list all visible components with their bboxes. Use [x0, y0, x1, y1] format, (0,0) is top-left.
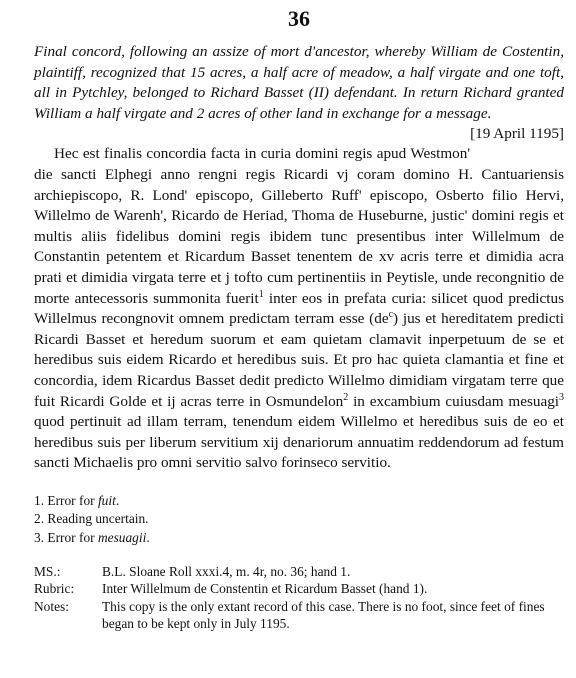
footnote-item — [34, 510, 564, 528]
document-page — [34, 6, 564, 632]
footnote-italic: fuit — [97, 492, 116, 508]
footnote-suffix: . — [115, 492, 120, 508]
latin-text-part-3: ) jus et hereditatem predicti Ricardi Basset et heredum suorum et eam quietam clamavit inperpetuum de se et heredibus suis eidem Ricardo et heredibus suis. Et pro hac quieta clamantia et fine et concordia, idem Ricardus Basset dedit predicto Willelmo dimidiam virgatam terre que fuit Ricardi Golde et ij acras terre in Osmundelon — [34, 310, 564, 410]
meta-label: MS.: — [34, 564, 61, 580]
summary-text: Final concord, following an assize of mort d'ancestor, whereby William de Costentin, plaintiff, recognized that 15 acres, a half acre of meadow, a half virgate and one toft, all in Pytchley, belonged to Richard Basset (II) defendant. In return Richard granted William a half virgate and 2 acres of other land in exchange for a message. — [34, 43, 564, 122]
footnote-suffix: . — [146, 529, 150, 545]
footnote-ref-1: 1 — [258, 288, 264, 300]
latin-text-paragraph — [34, 144, 564, 474]
editorial-sup-c: c — [388, 309, 394, 321]
document-number: 36 — [288, 6, 310, 31]
latin-text-part-2: inter eos in prefata curia: silicet quod predictus Willelmus recongnovit omnem predictam terram esse (de — [34, 289, 564, 328]
meta-label: Rubric: — [34, 581, 75, 597]
footnote-text: 3. Error for — [34, 529, 98, 545]
meta-row-notes — [34, 598, 564, 632]
footnote-item — [34, 529, 564, 547]
meta-row-ms — [34, 563, 564, 580]
footnote-item — [34, 492, 564, 510]
footnote-ref-3: 3 — [559, 391, 565, 403]
meta-label: Notes: — [34, 598, 69, 614]
footnote-text: 1. Error for — [34, 492, 98, 508]
footnotes-list — [34, 492, 564, 547]
latin-text-part-4: in excambium cuiusdam mesuagi — [348, 392, 560, 410]
meta-value: This copy is the only extant record of this case. There is no foot, since feet of fines began to be kept only in July 1195. — [102, 598, 545, 631]
meta-value: Inter Willelmum de Constentin et Ricardum Basset (hand 1). — [102, 581, 428, 597]
footnote-italic: mesuagii — [97, 529, 147, 545]
footnote-ref-2: 2 — [343, 391, 349, 403]
manuscript-metadata — [34, 563, 564, 632]
latin-text-part-5: quod pertinuit ad illam terram, tenendum eidem Willelmo et heredibus suis de eo et heredibus suis per liberum servitium xij denariorum annuatim reddendorum ad festum sancti Michaelis pro omni servitio salvo forinseco servitio. — [34, 413, 564, 472]
summary-paragraph — [34, 42, 564, 143]
latin-text-part-1: Hec est finalis concordia facta in curia domini regis apud Westmon' die sancti Elphegi anno rengni regis Ricardi vj coram domino H. Cantuariensis archiepiscopo, R. Lond' episcopo, Gilleberto Ruff' episcopo, Osberto filio Hervi, Willelmo de Warenh', Ricardo de Heriad, Thoma de Huseburne, justic' domini regis et multis aliis fidelibus domini regis ibidem tunc presentibus inter Willelmum de Constantin petentem et Ricardum Basset tenentem de xv acris terre et dimidia acra prati et dimidia virgata terre et j tofto cum pertinentiis in Peytisle, unde recongnitio de morte antecessoris summonita fuerit — [34, 145, 564, 307]
footnote-text: 2. Reading uncertain. — [34, 511, 149, 527]
summary-date: [19 April 1195] — [470, 125, 564, 143]
meta-row-rubric — [34, 580, 564, 597]
meta-value: B.L. Sloane Roll xxxi.4, m. 4r, no. 36; hand 1. — [102, 564, 351, 580]
